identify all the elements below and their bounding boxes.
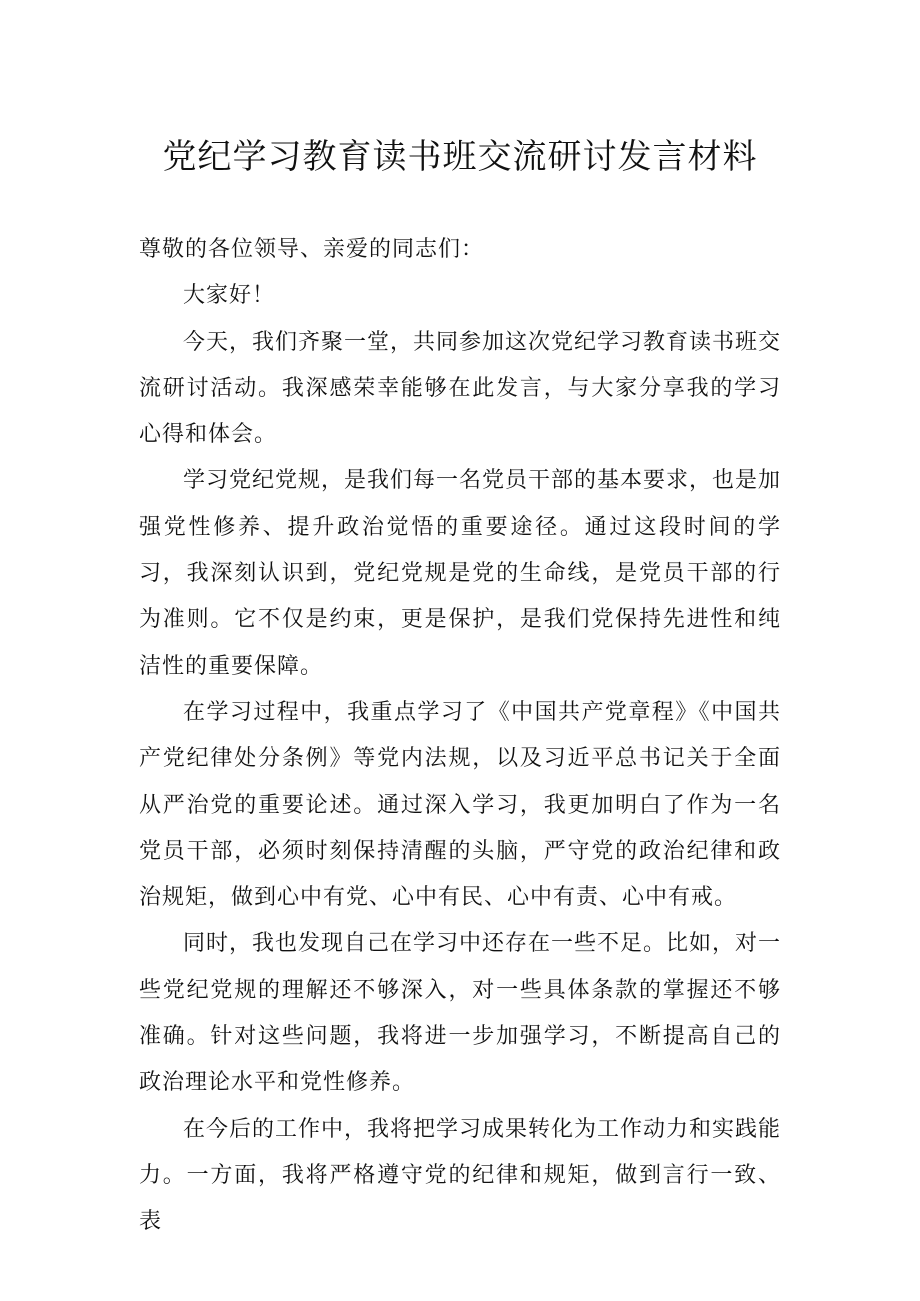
paragraph-shortcomings: 同时，我也发现自己在学习中还存在一些不足。比如，对一些党纪党规的理解还不够深入，对一些具体条款的掌握还不够准确。针对这些问题，我将进一步加强学习，不断提高自己的政治理论水平和党性修养。	[139, 931, 782, 1096]
document-title: 党纪学习教育读书班交流研讨发言材料	[162, 137, 758, 177]
salutation: 尊敬的各位领导、亲爱的同志们：	[139, 237, 485, 262]
paragraph-greeting: 大家好！	[183, 283, 276, 309]
document-body	[139, 227, 781, 1246]
paragraph-future-work: 在今后的工作中，我将把学习成果转化为工作动力和实践能力。一方面，我将严格遵守党的纪律和规矩，做到言行一致、表	[139, 1116, 782, 1235]
paragraph-importance: 学习党纪党规，是我们每一名党员干部的基本要求，也是加强党性修养、提升政治觉悟的重要途径。通过这段时间的学习，我深刻认识到，党纪党规是党的生命线，是党员干部的行为准则。它不仅是约束，更是保护，是我们党保持先进性和纯洁性的重要保障。	[139, 468, 782, 679]
paragraph-study-content: 在学习过程中，我重点学习了《中国共产党章程》《中国共产党纪律处分条例》等党内法规，以及习近平总书记关于全面从严治党的重要论述。通过深入学习，我更加明白了作为一名党员干部，必须时刻保持清醒的头脑，严守党的政治纪律和政治规矩，做到心中有党、心中有民、心中有责、心中有戒。	[139, 699, 781, 911]
paragraph-intro: 今天，我们齐聚一堂，共同参加这次党纪学习教育读书班交流研讨活动。我深感荣幸能够在此发言，与大家分享我的学习心得和体会。	[139, 329, 782, 448]
